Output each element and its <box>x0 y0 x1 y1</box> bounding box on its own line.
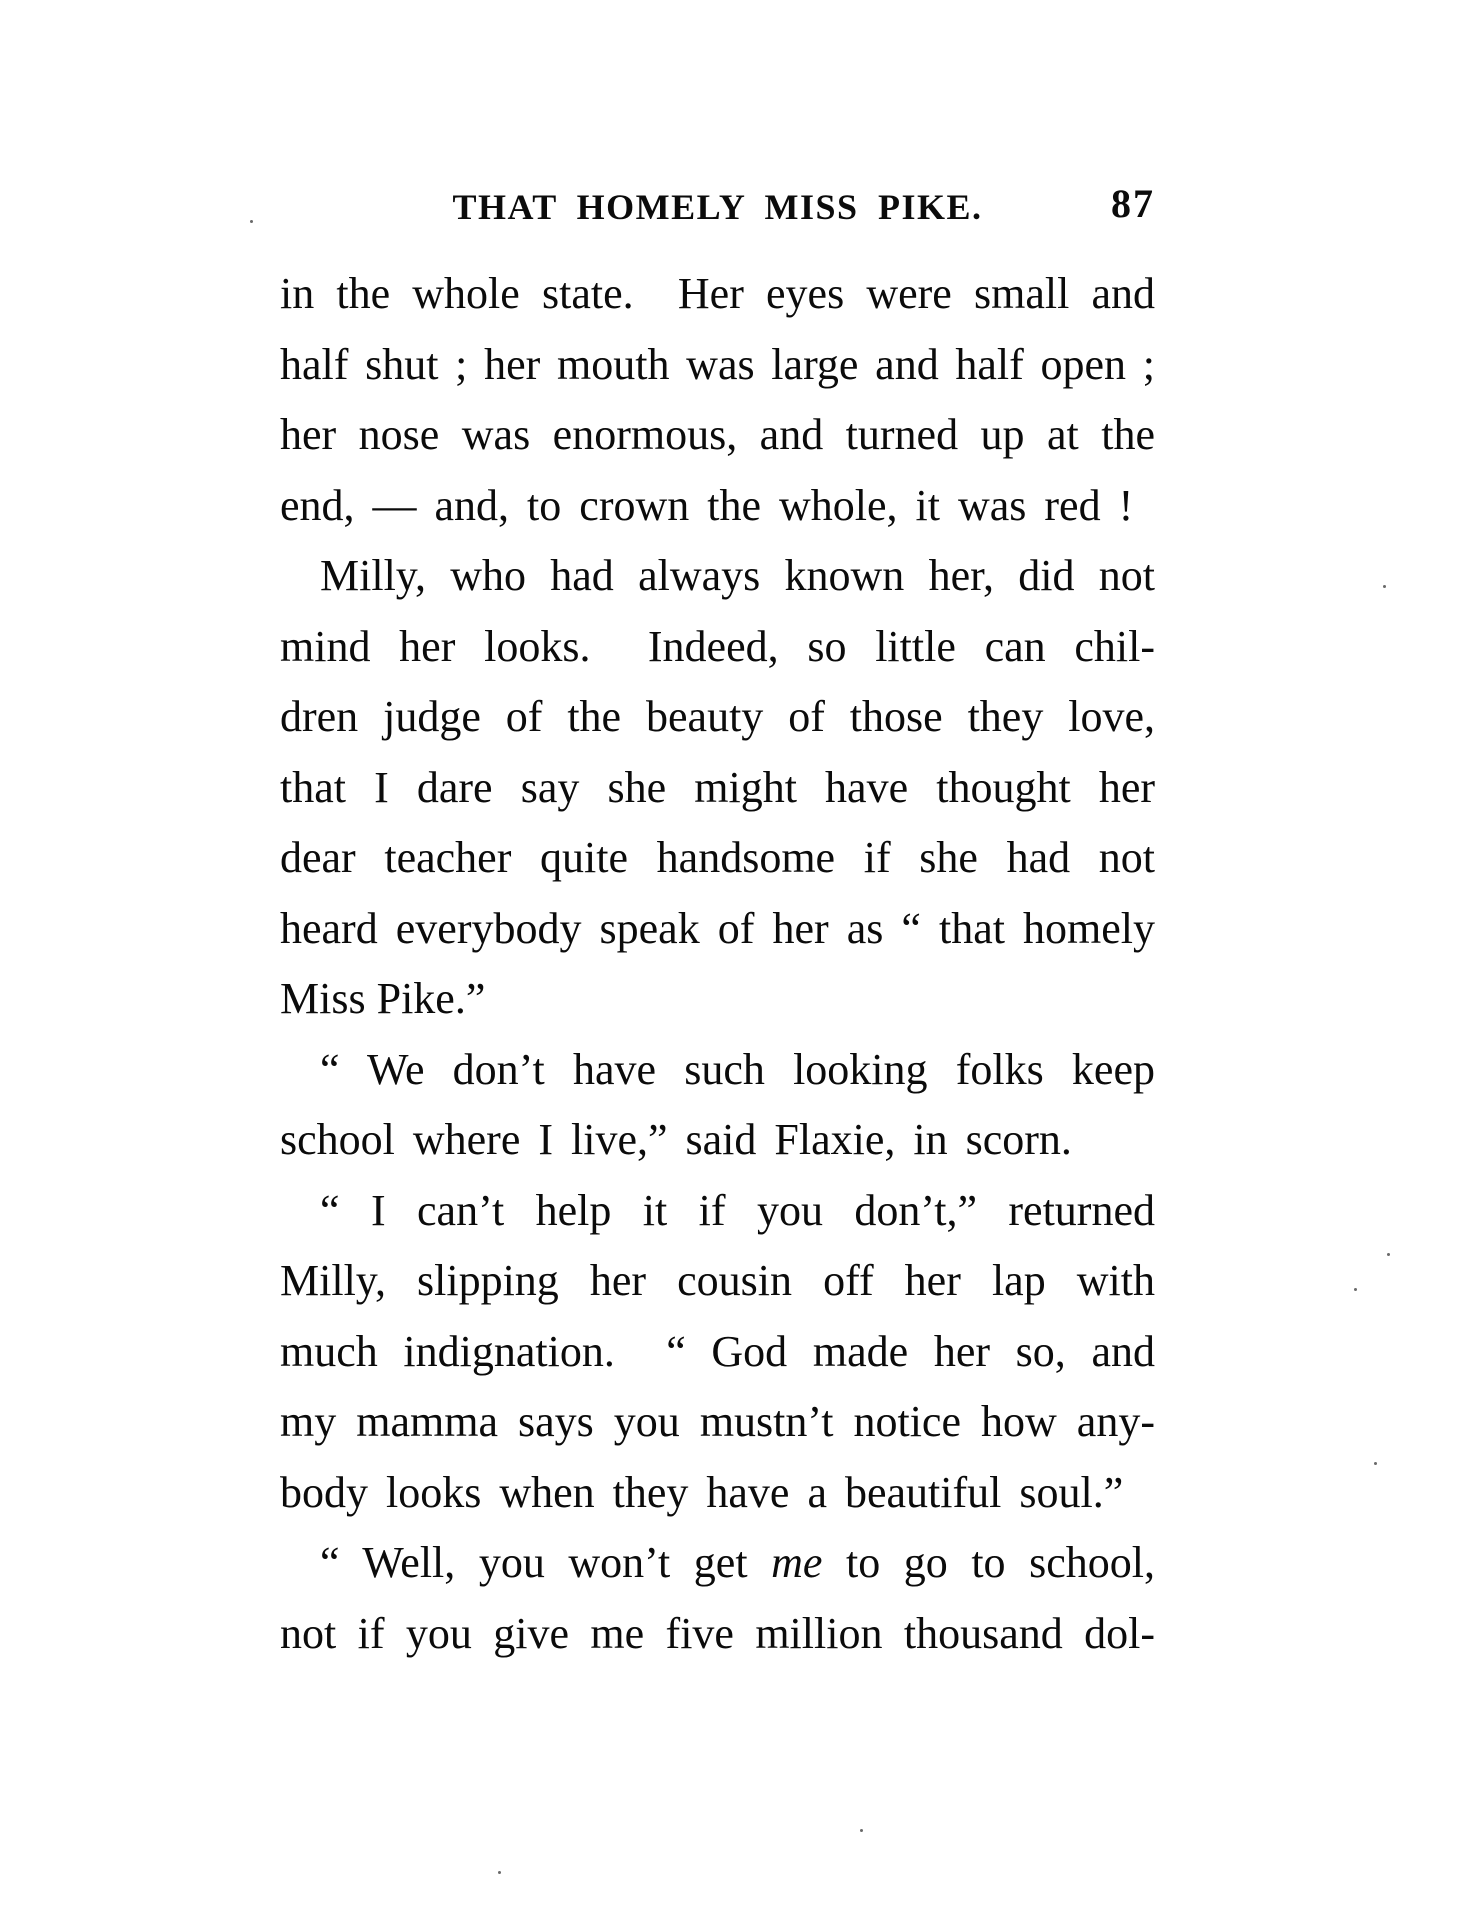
text-segment: school where I live,” said Flaxie, in scorn. <box>280 1115 1072 1164</box>
text-line <box>280 330 1155 401</box>
running-title: THAT HOMELY MISS PIKE. <box>452 187 983 227</box>
text-segment: in the whole state. Her eyes were small and <box>280 269 1155 318</box>
text-segment: to go to school, <box>822 1538 1155 1587</box>
text-line <box>280 823 1155 894</box>
text-line <box>280 1599 1155 1670</box>
text-segment: Milly, slipping her cousin off her lap with <box>280 1256 1155 1305</box>
text-line <box>280 1317 1155 1388</box>
text-segment: “ I can’t help it if you don’t,” returned <box>320 1185 1155 1235</box>
text-line <box>280 400 1155 471</box>
text-line <box>280 1458 1155 1529</box>
text-line <box>280 612 1155 683</box>
page-header <box>280 181 1155 228</box>
text-segment: Miss Pike.” <box>280 974 486 1023</box>
text-segment: not if you give me five million thousand dol- <box>280 1608 1155 1658</box>
text-line <box>280 471 1155 542</box>
text-line <box>280 1387 1155 1458</box>
text-line <box>280 1105 1155 1176</box>
page-number: 87 <box>1111 181 1155 226</box>
scan-speck <box>498 1871 501 1874</box>
scan-speck <box>860 1829 863 1832</box>
text-segment: much indignation. “ God made her so, and <box>280 1326 1155 1376</box>
text-segment: end, — and, to crown the whole, it was red ! <box>280 480 1134 530</box>
text-line <box>280 1035 1155 1106</box>
text-line <box>280 964 1155 1035</box>
text-segment: Milly, who had always known her, did not <box>320 551 1155 600</box>
text-line <box>280 1528 1155 1599</box>
text-line <box>280 259 1155 330</box>
text-segment: my mamma says you mustn’t notice how any- <box>280 1397 1155 1446</box>
text-line <box>280 1176 1155 1247</box>
text-segment: dren judge of the beauty of those they love, <box>280 692 1155 741</box>
text-line <box>280 894 1155 965</box>
text-line <box>280 682 1155 753</box>
text-segment: that I dare say she might have thought her <box>280 762 1155 812</box>
body-text <box>280 259 1155 1669</box>
text-segment: body looks when they have a beautiful soul.” <box>280 1467 1124 1517</box>
scan-speck <box>1387 1253 1390 1256</box>
scan-speck <box>250 220 253 223</box>
text-line <box>280 753 1155 824</box>
text-segment: heard everybody speak of her as “ that homely <box>280 903 1155 953</box>
text-line <box>280 541 1155 612</box>
scan-speck <box>1374 1462 1377 1465</box>
text-segment: “ We don’t have such looking folks keep <box>320 1044 1155 1094</box>
text-segment: dear teacher quite handsome if she had not <box>280 833 1155 882</box>
text-line <box>280 1246 1155 1317</box>
scan-speck <box>1383 585 1386 588</box>
italic-text: me <box>771 1538 823 1587</box>
text-segment: her nose was enormous, and turned up at the <box>280 410 1155 459</box>
text-segment: half shut ; her mouth was large and half open ; <box>280 339 1155 389</box>
scan-speck <box>1354 1288 1357 1291</box>
text-segment: mind her looks. Indeed, so little can chil- <box>280 621 1155 671</box>
text-segment: “ Well, you won’t get <box>320 1538 772 1587</box>
